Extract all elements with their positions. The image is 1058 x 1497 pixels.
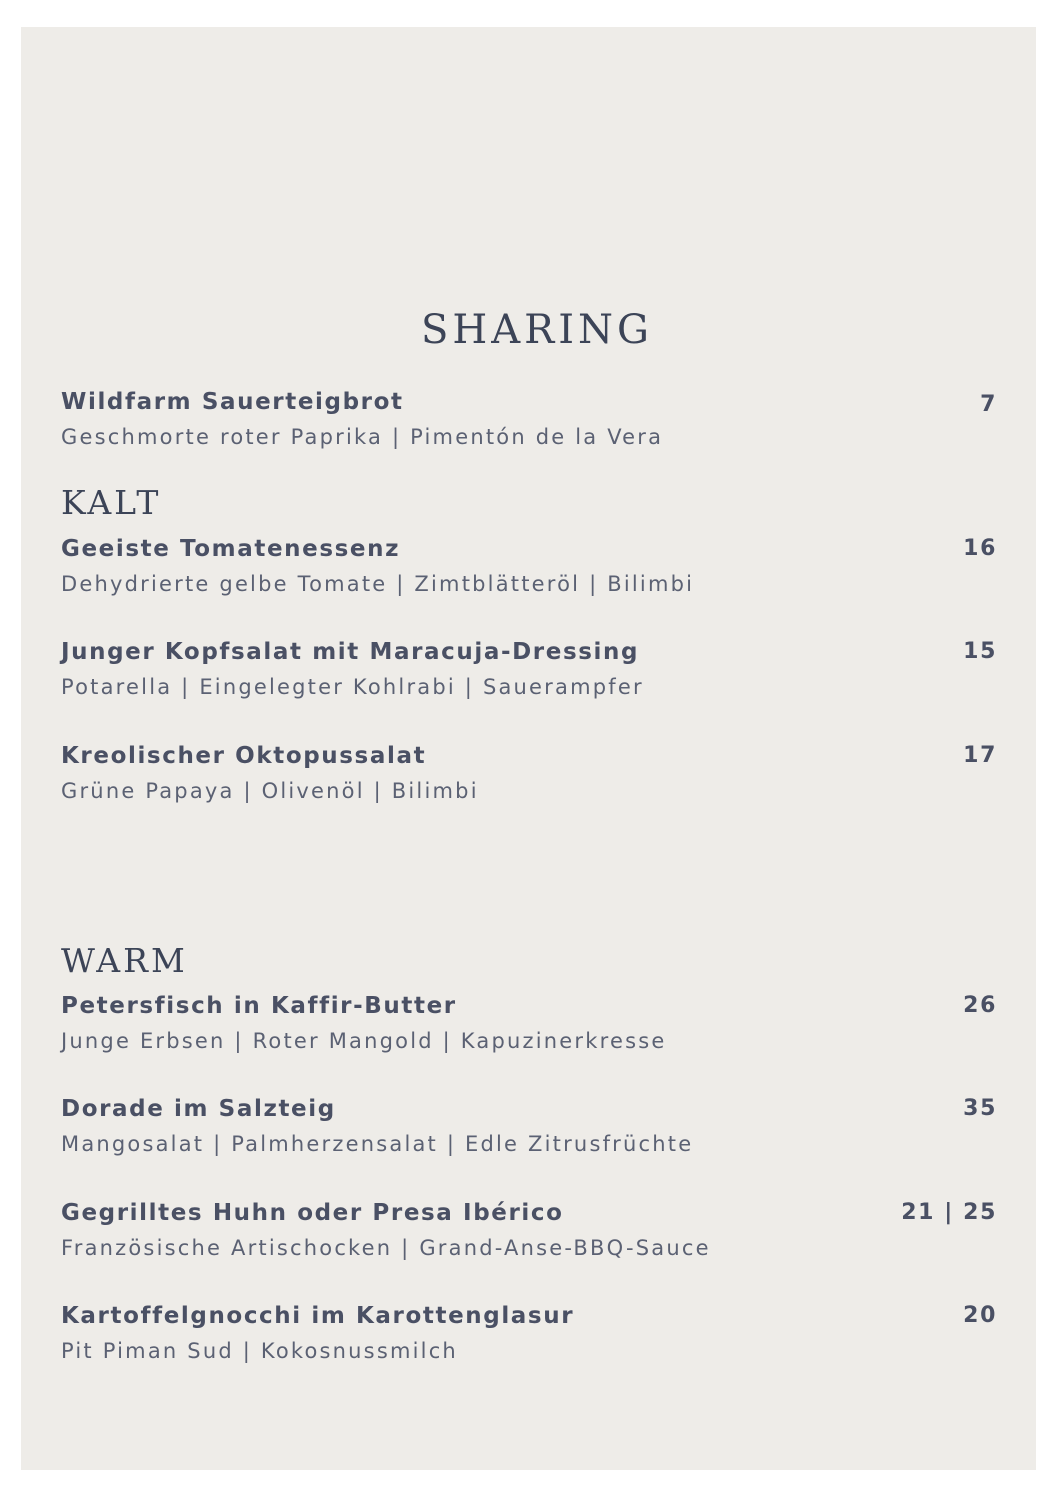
menu-item-price: 21 | 25 [901, 1200, 997, 1225]
menu-item-price: 16 [963, 536, 997, 561]
menu-item-description: Französische Artischocken | Grand-Anse-BBQ-Sauce [61, 1236, 711, 1260]
menu-item [61, 387, 997, 452]
menu-item-price: 7 [980, 392, 997, 417]
menu-item [61, 741, 997, 806]
menu-item-name: Wildfarm Sauerteigbrot [61, 389, 404, 415]
menu-item-name: Petersfisch in Kaffir-Butter [61, 993, 457, 1019]
menu-item [61, 1198, 997, 1263]
menu-item-description: Grüne Papaya | Olivenöl | Bilimbi [61, 779, 479, 803]
menu-item-description: Dehydrierte gelbe Tomate | Zimtblätteröl | Bilimbi [61, 572, 695, 596]
menu-item-description: Junge Erbsen | Roter Mangold | Kapuzinerkresse [61, 1029, 667, 1053]
menu-item-description: Pit Piman Sud | Kokosnussmilch [61, 1339, 458, 1363]
menu-item-name: Junger Kopfsalat mit Maracuja-Dressing [61, 639, 640, 665]
menu-item-description: Geschmorte roter Paprika | Pimentón de la Vera [61, 425, 664, 449]
menu-item-name: Dorade im Salzteig [61, 1096, 336, 1122]
menu-item [61, 637, 997, 702]
menu-item [61, 1301, 997, 1366]
menu-item-name: Kreolischer Oktopussalat [61, 743, 427, 769]
menu-item [61, 1094, 997, 1159]
menu-item [61, 534, 997, 599]
menu-item-price: 15 [963, 639, 997, 664]
section-title-sharing: SHARING [420, 307, 654, 353]
menu-item-price: 20 [963, 1303, 997, 1328]
menu-item-name: Kartoffelgnocchi im Karottenglasur [61, 1303, 575, 1329]
menu-item [61, 991, 997, 1056]
menu-item-price: 35 [963, 1096, 997, 1121]
menu-item-price: 17 [963, 743, 997, 768]
menu-item-name: Geeiste Tomatenessenz [61, 536, 401, 562]
menu-item-name: Gegrilltes Huhn oder Presa Ibérico [61, 1200, 564, 1226]
section-title-kalt: KALT [61, 483, 162, 522]
section-title-warm: WARM [61, 941, 188, 980]
menu-item-description: Mangosalat | Palmherzensalat | Edle Zitrusfrüchte [61, 1132, 694, 1156]
menu-item-description: Potarella | Eingelegter Kohlrabi | Sauerampfer [61, 675, 644, 699]
menu-item-price: 26 [963, 993, 997, 1018]
